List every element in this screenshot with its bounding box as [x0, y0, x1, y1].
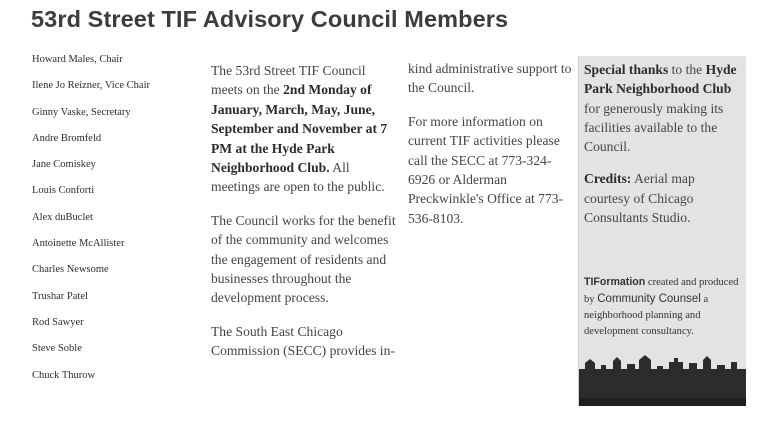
member-item: Steve Soble: [32, 343, 82, 355]
meeting-schedule-paragraph: [211, 61, 399, 197]
thanks-rest: for generously making its facilities available to the Council.: [584, 100, 724, 155]
more-info-paragraph: For more information on current TIF activities please call the SECC at 773-324-6926 or Alderman Preckwinkle's Office at 773-536-8103.: [408, 113, 564, 226]
council-purpose-paragraph: The Council works for the benefit of the community and welcomes the engagement of residents and businesses throughout the development process.: [211, 212, 396, 306]
secc-support-continued: kind administrative support to the Council.: [408, 61, 572, 96]
member-item: Trushar Patel: [32, 290, 88, 302]
tifformation-brand: TIFormation: [584, 276, 646, 288]
created-by: created and produced by: [584, 277, 739, 305]
meeting-info-column: [211, 61, 399, 375]
member-item: Rod Sawyer: [32, 316, 84, 328]
producer-description: a neighborhood planning and development consultancy.: [584, 294, 709, 337]
member-item: Louis Conforti: [32, 185, 95, 197]
member-item: Ginny Vaske, Secretary: [32, 106, 131, 118]
special-thanks-label: Special thanks: [584, 62, 669, 77]
acknowledgements-sidebar: [578, 56, 746, 406]
page-title: 53rd Street TIF Advisory Council Members: [31, 6, 509, 32]
meeting-schedule: 2nd Monday of January, March, May, June, September and November at 7 PM at the Hyde Park Neighborhood Club.: [211, 82, 388, 176]
special-thanks-paragraph: [584, 60, 742, 156]
credits-label: Credits:: [584, 171, 632, 187]
credits-text: Aerial map courtesy of Chicago Consultants Studio.: [584, 171, 695, 226]
skyline-silhouette-icon: [579, 351, 746, 406]
council-member-list: [32, 52, 207, 394]
member-item: Jane Comiskey: [32, 159, 96, 171]
meeting-intro: The 53rd Street TIF Council meets on the: [211, 63, 366, 98]
credits-paragraph: [584, 169, 742, 227]
member-item: Antoinette McAllister: [32, 238, 125, 250]
production-credit: [584, 274, 744, 340]
member-item: Ilene Jo Reizner, Vice Chair: [32, 80, 151, 92]
meeting-outro: All meetings are open to the public.: [211, 160, 385, 195]
member-item: Andre Bromfeld: [32, 132, 102, 144]
thanks-to: to the: [668, 62, 706, 77]
secc-support-paragraph: The South East Chicago Commission (SECC) provides in-: [211, 323, 395, 359]
thanks-block: [584, 60, 742, 240]
producer-name: Community Counsel: [597, 293, 701, 305]
member-item: Charles Newsome: [32, 264, 109, 276]
member-item: Alex duBuclet: [32, 211, 93, 223]
contact-info-column: [408, 59, 573, 242]
member-item: Chuck Thurow: [32, 369, 96, 381]
member-item: Howard Males, Chair: [32, 54, 123, 65]
thanks-club-name: Hyde Park Neighborhood Club: [584, 62, 737, 97]
